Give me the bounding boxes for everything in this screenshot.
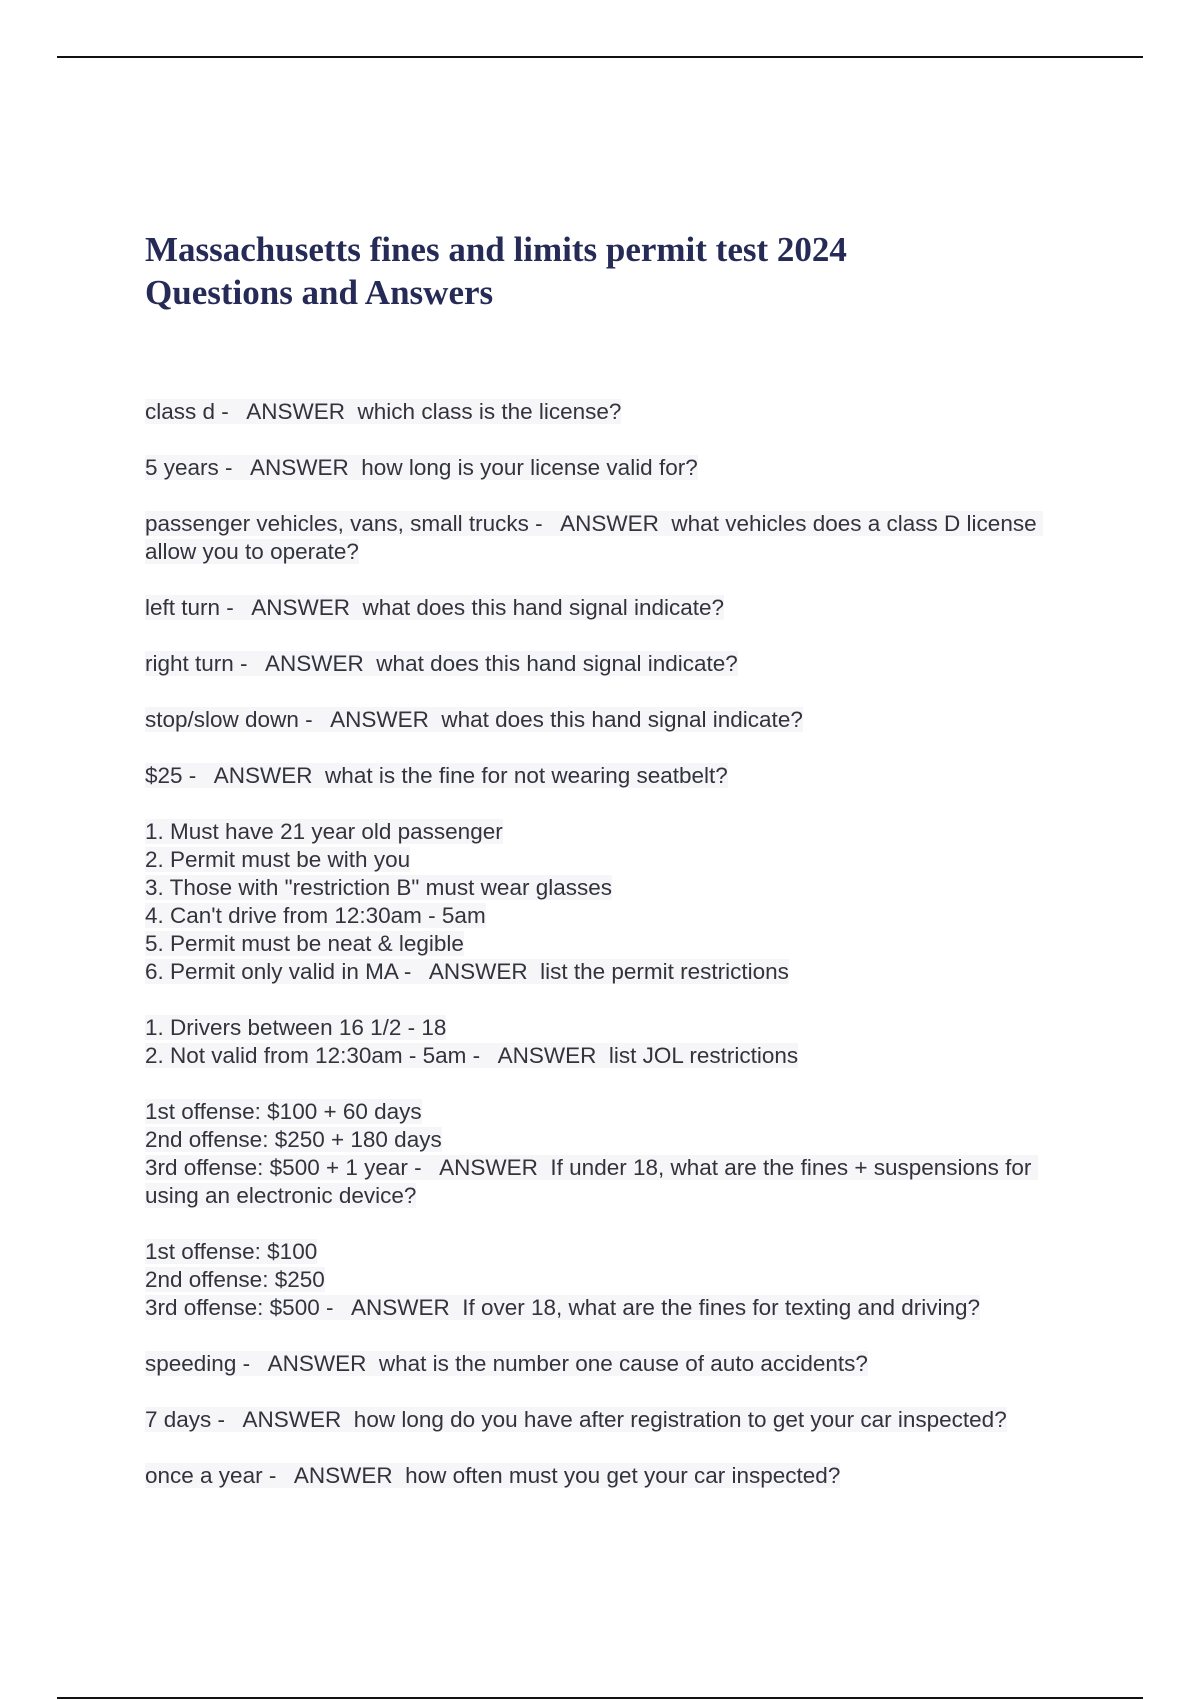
qa-text: right turn - ANSWER what does this hand signal indicate? [145, 651, 738, 676]
header-rule [57, 56, 1143, 58]
qa-item [145, 398, 1075, 426]
qa-text: once a year - ANSWER how often must you get your car inspected? [145, 1463, 841, 1488]
qa-line: 3rd offense: $500 + 1 year - ANSWER If under 18, what are the fines + suspensions for using an electronic device? [145, 1155, 1038, 1208]
qa-text: class d - ANSWER which class is the license? [145, 399, 622, 424]
qa-line: 3rd offense: $500 - ANSWER If over 18, what are the fines for texting and driving? [145, 1295, 981, 1320]
qa-item [145, 706, 1075, 734]
qa-line: 2nd offense: $250 + 180 days [145, 1127, 442, 1152]
qa-line: 1st offense: $100 [145, 1239, 318, 1264]
qa-item [145, 650, 1075, 678]
qa-line: 2nd offense: $250 [145, 1267, 325, 1292]
qa-text: 7 days - ANSWER how long do you have after registration to get your car inspected? [145, 1407, 1007, 1432]
qa-item-over-18-fines [145, 1238, 1075, 1322]
qa-line: 2. Not valid from 12:30am - 5am - ANSWER list JOL restrictions [145, 1043, 799, 1068]
qa-text: speeding - ANSWER what is the number one cause of auto accidents? [145, 1351, 868, 1376]
qa-text: passenger vehicles, vans, small trucks - ANSWER what vehicles does a class D license allow you to operate? [145, 511, 1043, 564]
qa-text: stop/slow down - ANSWER what does this hand signal indicate? [145, 707, 803, 732]
qa-text: 5 years - ANSWER how long is your license valid for? [145, 455, 698, 480]
qa-line: 4. Can't drive from 12:30am - 5am [145, 903, 486, 928]
title-line-1: Massachusetts fines and limits permit test 2024 [145, 230, 847, 269]
title-line-2: Questions and Answers [145, 273, 494, 312]
qa-line: 1st offense: $100 + 60 days [145, 1099, 422, 1124]
qa-line: 5. Permit must be neat & legible [145, 931, 464, 956]
qa-line: 1. Drivers between 16 1/2 - 18 [145, 1015, 447, 1040]
qa-line: 3. Those with "restriction B" must wear glasses [145, 875, 612, 900]
qa-list [145, 398, 1075, 1518]
qa-item [145, 1406, 1075, 1434]
footer-rule [57, 1697, 1143, 1699]
qa-text: $25 - ANSWER what is the fine for not wearing seatbelt? [145, 763, 728, 788]
qa-item [145, 1462, 1075, 1490]
qa-line: 6. Permit only valid in MA - ANSWER list the permit restrictions [145, 959, 789, 984]
qa-text: left turn - ANSWER what does this hand signal indicate? [145, 595, 725, 620]
qa-item-jol-restrictions [145, 1014, 1075, 1070]
qa-item-permit-restrictions [145, 818, 1075, 986]
qa-line: 2. Permit must be with you [145, 847, 411, 872]
qa-item [145, 454, 1075, 482]
qa-item [145, 1350, 1075, 1378]
qa-line: 1. Must have 21 year old passenger [145, 819, 503, 844]
page-title [145, 228, 1045, 314]
qa-item [145, 594, 1075, 622]
qa-item-under-18-fines [145, 1098, 1075, 1210]
qa-item [145, 762, 1075, 790]
qa-item [145, 510, 1075, 566]
